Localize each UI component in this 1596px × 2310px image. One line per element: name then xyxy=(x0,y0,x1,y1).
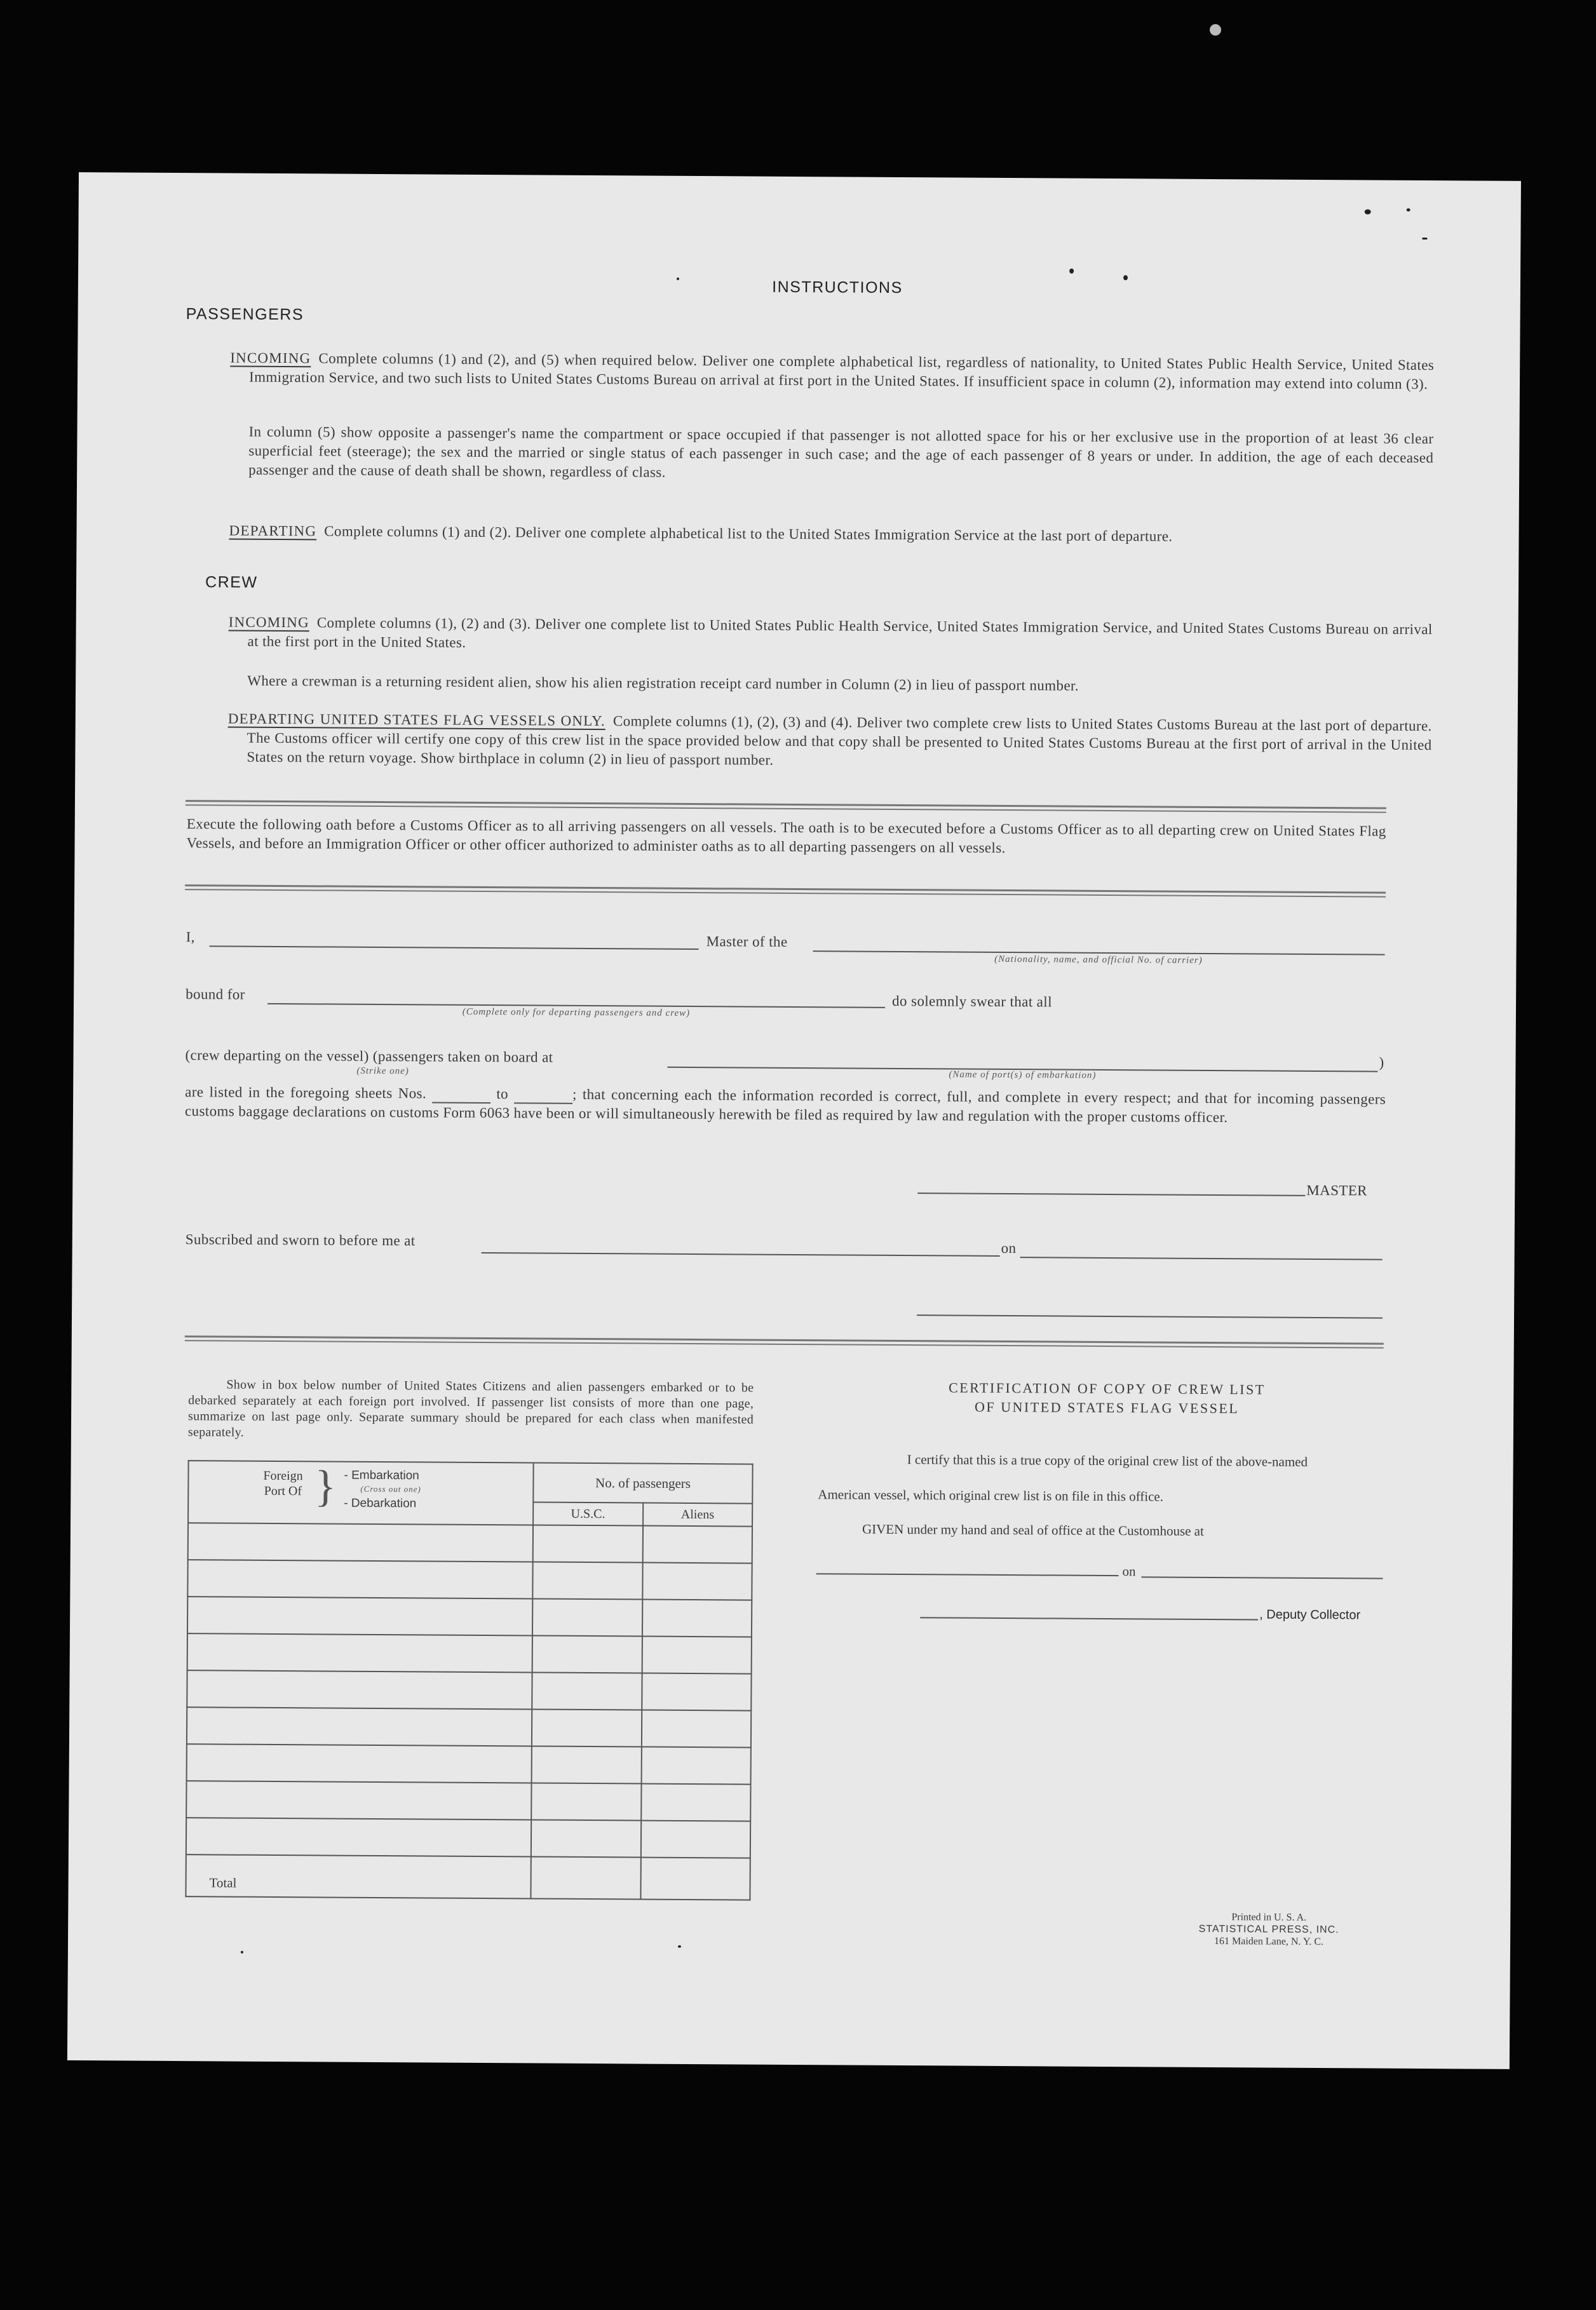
printer-line1: Printed in U. S. A. xyxy=(1231,1912,1307,1923)
strike-one-caption: (Strike one) xyxy=(356,1065,409,1077)
film-speck xyxy=(1210,24,1221,36)
port-cell[interactable] xyxy=(187,1633,533,1672)
aliens-cell[interactable] xyxy=(641,1710,751,1748)
port-cell[interactable] xyxy=(187,1744,532,1783)
aliens-cell[interactable] xyxy=(641,1747,751,1785)
debarkation-option: - Debarkation xyxy=(344,1496,417,1511)
usc-cell[interactable] xyxy=(531,1820,641,1857)
sheet-from-field[interactable] xyxy=(432,1088,490,1104)
port-cell[interactable] xyxy=(186,1781,532,1820)
deputy-collector-label: , Deputy Collector xyxy=(1259,1607,1361,1623)
port-cell[interactable] xyxy=(188,1523,534,1562)
port-cell[interactable] xyxy=(187,1707,532,1746)
foreign-port-label: Foreign Port Of xyxy=(263,1468,303,1499)
summary-note: Show in box below number of United States Citizens and alien passengers embarked or to be debarked separately at each foreign port involved. If passenger list consists of more than one page, summarize on last page only. Separate summary should be prepared for each class when manifested separately. xyxy=(187,1377,754,1440)
table-row xyxy=(187,1670,751,1710)
bound-for-field[interactable] xyxy=(267,987,885,1008)
passengers-incoming-text: Complete columns (1) and (2), and (5) when required below. Deliver one complete alphabetical list, regardless of nationality, to United States Public Health Service, United States Immigration Service, and two such lists to United States Customs Bureau on arrival at first port in the United States. If insufficient space in column (2), information may extend into column (3). xyxy=(248,350,1435,393)
sworn-at-field[interactable] xyxy=(482,1236,1000,1257)
ink-speck xyxy=(1407,208,1410,212)
carrier-field[interactable] xyxy=(813,934,1385,955)
ink-speck xyxy=(1069,269,1074,274)
aliens-cell[interactable] xyxy=(642,1673,752,1711)
aliens-cell[interactable] xyxy=(642,1563,752,1600)
usc-total-cell[interactable] xyxy=(531,1856,641,1899)
usc-header: U.S.C. xyxy=(533,1502,643,1525)
customhouse-field[interactable] xyxy=(816,1559,1119,1576)
usc-cell[interactable] xyxy=(532,1672,642,1710)
oath-listed-paragraph xyxy=(185,1083,1386,1128)
table-row xyxy=(187,1744,751,1784)
total-label: Total xyxy=(186,1854,531,1898)
carrier-caption: (Nationality, name, and official No. of carrier) xyxy=(994,954,1203,966)
table-row xyxy=(187,1597,752,1637)
sworn-date-field[interactable] xyxy=(1020,1240,1383,1260)
usc-cell[interactable] xyxy=(531,1783,641,1820)
passengers-incoming-label: INCOMING xyxy=(230,349,311,367)
table-row xyxy=(187,1633,752,1673)
master-label: MASTER xyxy=(1306,1182,1368,1199)
passengers-heading: PASSENGERS xyxy=(186,305,304,324)
aliens-cell[interactable] xyxy=(641,1784,751,1821)
aliens-total-cell[interactable] xyxy=(640,1858,750,1900)
certification-title xyxy=(859,1378,1355,1419)
port-cell[interactable] xyxy=(187,1597,533,1635)
port-cell[interactable] xyxy=(186,1818,532,1856)
usc-cell[interactable] xyxy=(532,1709,642,1746)
crew-heading: CREW xyxy=(205,573,258,591)
ink-speck xyxy=(1422,238,1427,240)
certification-on-label: on xyxy=(1122,1564,1136,1579)
port-cell[interactable] xyxy=(187,1670,532,1709)
ink-speck xyxy=(1123,275,1128,280)
master-name-field[interactable] xyxy=(210,929,699,950)
no-of-passengers-header: No. of passengers xyxy=(533,1462,752,1503)
total-row xyxy=(186,1854,750,1900)
printer-line2: STATISTICAL PRESS, INC. xyxy=(1198,1923,1339,1936)
ink-speck xyxy=(678,1945,681,1948)
crew-departing-statement: (crew departing on the vessel) (passengers taken on board at xyxy=(185,1047,553,1065)
passenger-summary-table xyxy=(185,1460,753,1900)
officer-signature-field[interactable] xyxy=(917,1299,1383,1318)
crew-incoming-label: INCOMING xyxy=(228,614,309,631)
table-row xyxy=(188,1523,752,1563)
passengers-departing-label: DEPARTING xyxy=(229,522,317,539)
certification-title-line1: CERTIFICATION OF COPY OF CREW LIST xyxy=(948,1379,1266,1398)
foreign-port-header xyxy=(188,1461,534,1525)
instructions-title: INSTRUCTIONS xyxy=(772,278,903,297)
master-signature-field[interactable] xyxy=(917,1176,1305,1196)
brace-glyph: } xyxy=(314,1462,337,1511)
subscribed-label: Subscribed and sworn to before me at xyxy=(185,1231,416,1249)
passengers-departing-text: Complete columns (1) and (2). Deliver one complete alphabetical list to the United States Immigration Service at the last port of departure. xyxy=(324,523,1173,544)
aliens-cell[interactable] xyxy=(640,1821,750,1858)
listed-text-2: ; that concerning each the information recorded is correct, full, and complete in every respect; and that for incoming passengers customs baggage declarations on customs Form 6063 have been or will simultaneously herewith be filed as required by law and regulation with the proper customs officer. xyxy=(184,1086,1386,1126)
aliens-header: Aliens xyxy=(643,1503,753,1527)
crew-departing-label: DEPARTING UNITED STATES FLAG VESSELS ONLY. xyxy=(227,710,605,729)
sworn-on-label: on xyxy=(1001,1239,1017,1257)
bound-for-label: bound for xyxy=(186,986,245,1003)
embarkation-ports-caption: (Name of port(s) of embarkation) xyxy=(949,1069,1097,1081)
crew-incoming-text: Complete columns (1), (2) and (3). Deliver one complete list to United States Public Health Service, United States Immigration Service, and United States Customs Bureau on arrival at the first port in the United States. xyxy=(247,614,1433,651)
oath-intro-paragraph: Execute the following oath before a Customs Officer as to all arriving passengers on all vessels. The oath is to be executed before a Customs Officer as to all departing crew on United States Flag Vessels, and before an Immigration Officer or other officer authorized to administer oaths as to all departing passengers on all vessels. xyxy=(186,816,1386,856)
ink-speck xyxy=(1365,209,1371,214)
table-row xyxy=(187,1560,752,1600)
table-row xyxy=(187,1707,751,1747)
sheet-to-field[interactable] xyxy=(514,1088,572,1104)
given-line: GIVEN under my hand and seal of office at the Customhouse at xyxy=(862,1521,1204,1539)
form-sheet xyxy=(67,172,1521,2069)
printer-imprint xyxy=(1173,1911,1364,1949)
passengers-incoming-paragraph xyxy=(230,349,1434,395)
certification-title-line2: OF UNITED STATES FLAG VESSEL xyxy=(974,1398,1240,1417)
aliens-cell[interactable] xyxy=(642,1637,752,1674)
listed-text-1: are listed in the foregoing sheets Nos. xyxy=(185,1084,427,1102)
certify-line1: I certify that this is a true copy of the original crew list of the above-named xyxy=(907,1452,1308,1469)
usc-cell[interactable] xyxy=(532,1746,642,1783)
usc-cell[interactable] xyxy=(533,1562,643,1599)
table-row xyxy=(186,1781,750,1821)
embarkation-option: - Embarkation xyxy=(344,1468,419,1483)
ink-speck xyxy=(241,1951,243,1954)
master-of-label: Master of the xyxy=(706,933,788,950)
crew-departing-text: Complete columns (1), (2), (3) and (4). Deliver two complete crew lists to United States Customs Bureau at the last port of departure. The Customs officer will certify one copy of this crew list in the space provided below and that copy shall be presented to United States Customs Bureau at the first port of arrival in the United States on the return voyage. Show birthplace in column (2) in lieu of passport number. xyxy=(247,713,1432,768)
certification-date-field[interactable] xyxy=(1142,1562,1383,1579)
deputy-signature-field[interactable] xyxy=(920,1603,1258,1620)
close-paren: ) xyxy=(1379,1054,1384,1071)
ink-speck xyxy=(677,278,679,280)
passengers-column5-paragraph: In column (5) show opposite a passenger's name the compartment or space occupied if that passenger is not allotted space for his or her exclusive use in the proportion of at least 36 clear superficial feet (steerage); the sex and the married or single status of each passenger in such case; and the age of each passenger of 8 years or under. In addition, the age of each deceased passenger and the cause of death shall be shown, regardless of class. xyxy=(248,423,1434,480)
crew-incoming-paragraph xyxy=(228,613,1432,659)
usc-cell[interactable] xyxy=(532,1598,642,1636)
crew-resident-paragraph: Where a crewman is a returning resident alien, show his alien registration receipt card number in Column (2) in lieu of passport number. xyxy=(247,672,1079,694)
bound-for-caption: (Complete only for departing passengers and crew) xyxy=(462,1006,691,1018)
swear-label: do solemnly swear that all xyxy=(892,992,1052,1010)
passengers-departing-paragraph xyxy=(229,522,1433,548)
aliens-cell[interactable] xyxy=(642,1526,752,1564)
oath-i-label: I, xyxy=(186,929,195,945)
table-row xyxy=(186,1818,750,1858)
crew-departing-paragraph xyxy=(227,710,1432,774)
certify-line2: American vessel, which original crew list is on file in this office. xyxy=(818,1487,1164,1504)
usc-cell[interactable] xyxy=(532,1635,642,1673)
aliens-cell[interactable] xyxy=(642,1600,752,1637)
cross-out-caption: (Cross out one) xyxy=(360,1483,421,1494)
printer-line3: 161 Maiden Lane, N. Y. C. xyxy=(1214,1936,1324,1948)
listed-to-label: to xyxy=(496,1086,509,1102)
usc-cell[interactable] xyxy=(533,1525,643,1562)
port-cell[interactable] xyxy=(187,1560,533,1598)
